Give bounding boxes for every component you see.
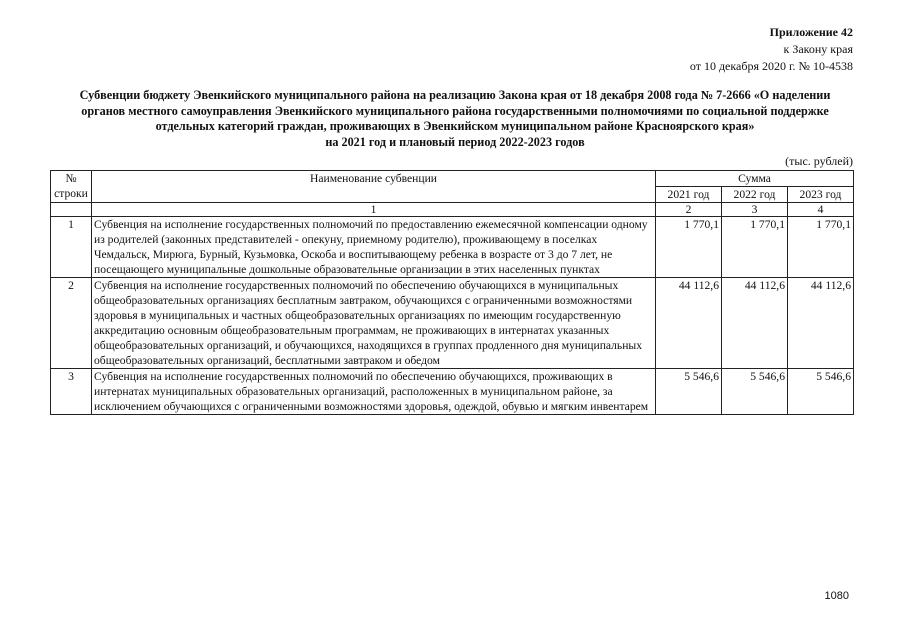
column-index: 4 [788,203,854,217]
table-row [51,369,854,415]
amount-2021: 44 112,6 [656,278,722,369]
header-sum: Сумма [656,171,854,187]
page-number: 1080 [824,590,849,602]
annex-block [690,24,853,75]
column-index: 2 [656,203,722,217]
document-title-line: отдельных категорий граждан, проживающих в Эвенкийском муниципальном районе Красноярского края» [155,119,755,133]
subsidy-name: Субвенция на исполнение государственных полномочий по обеспечению обучающихся, проживающих в интернатах муниципальных образовательных организаций, расположенных в муниципальном районе, за исключением обучающихся с ограниченными возможностями здоровья, одеждой, обувью и мягким инвентарем [92,369,656,415]
amount-2022: 1 770,1 [722,217,788,278]
annex-title: Приложение 42 [769,25,853,39]
amount-2023: 5 546,6 [788,369,854,415]
document-title-line: органов местного самоуправления Эвенкийского муниципального района государственными полномочиями по социальной поддержке [81,103,829,118]
unit-label: (тыс. рублей) [785,154,853,168]
amount-2021: 5 546,6 [656,369,722,415]
column-index: 3 [722,203,788,217]
row-number: 1 [51,217,92,278]
amount-2022: 44 112,6 [722,278,788,369]
column-index: 1 [92,203,656,217]
subsidy-name: Субвенция на исполнение государственных полномочий по обеспечению обучающихся в муниципальных общеобразовательных организациях бесплатным завтраком, обучающихся с ограниченными возможностями здоровья в муниципальных и частных общеобразовательных организациях по имеющим государственную аккредитацию основным общеобразовательным программам, не проживающих в интернатах указанных общеобразовательных организаций, и обучающихся, находящихся в группах продленного дня муниципальных общеобразовательных организаций, бесплатными завтраком и обедом [92,278,656,369]
document-title-line: Субвенции бюджету Эвенкийского муниципального района на реализацию Закона края от 18 декабря 2008 года № 7-2666 «О наделении [79,88,831,102]
header-row-number: № строки [51,171,92,203]
table-row [51,278,854,369]
annex-law-date: от 10 декабря 2020 г. № 10-4538 [689,59,853,73]
amount-2023: 44 112,6 [788,278,854,369]
header-year-2022: 2022 год [722,187,788,203]
document-title-line: на 2021 год и плановый период 2022-2023 годов [325,134,585,149]
amount-2022: 5 546,6 [722,369,788,415]
subsidy-name: Субвенция на исполнение государственных полномочий по предоставлению ежемесячной компенсации одному из родителей (законных представителей - опекуну, приемному родителю), проживающему в поселках Чемдальск, Мирюга, Бурный, Кузьмовка, Оскоба и воспитывающему ребенка в возрасте от 3 до 7 лет, не посещающего муниципальные дошкольные образовательные организации в этих населенных пунктах [92,217,656,278]
column-index-row [51,203,854,217]
row-number: 3 [51,369,92,415]
row-number: 2 [51,278,92,369]
amount-2023: 1 770,1 [788,217,854,278]
document-title [60,88,850,150]
header-subsidy-name: Наименование субвенции [92,171,656,203]
header-year-2023: 2023 год [788,187,854,203]
amount-2021: 1 770,1 [656,217,722,278]
annex-law-ref: к Закону края [783,42,853,56]
subsidy-table [50,170,854,415]
header-year-2021: 2021 год [656,187,722,203]
table-row [51,217,854,278]
